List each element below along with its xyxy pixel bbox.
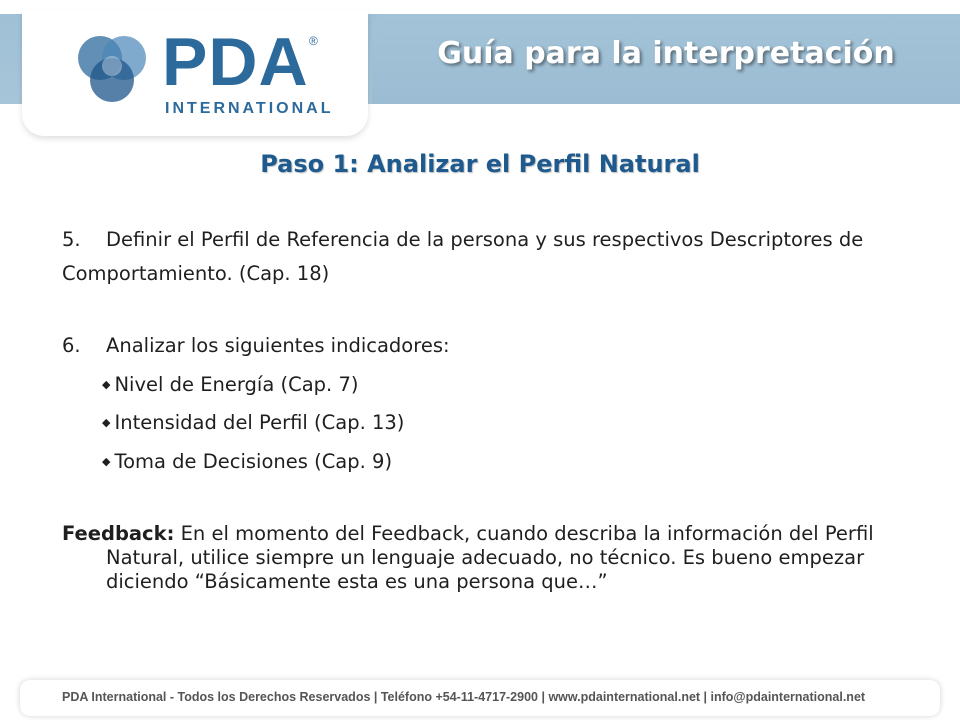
feedback-paragraph — [62, 522, 936, 594]
bullet-item — [102, 373, 358, 396]
logo-panel — [22, 10, 368, 136]
item-6-text: Analizar los siguientes indicadores: — [106, 334, 450, 357]
feedback-text: En el momento del Feedback, cuando describa la información del Perfil Natural, utilice siempre un lenguaje adecuado, no técnico. Es bueno empezar diciendo “Básicamente esta es una persona que…” — [106, 522, 874, 593]
bullet-item — [102, 450, 392, 473]
bullet-text: Toma de Decisiones (Cap. 9) — [114, 450, 393, 473]
section-subtitle: Paso 1: Analizar el Perfil Natural — [260, 150, 700, 178]
item-5 — [62, 223, 882, 291]
logo-registered-mark: ® — [309, 34, 318, 48]
item-5-number: 5. — [62, 228, 81, 251]
feedback-label: Feedback: — [62, 522, 175, 545]
slide-title: Guía para la interpretación — [437, 36, 895, 71]
footer-text: PDA International - Todos los Derechos Reservados | Teléfono +54-11-4717-2900 | www.pdainternational.net | info@pdainternational.net — [62, 690, 866, 704]
pda-logo-circles-icon — [62, 20, 162, 120]
diamond-bullet-icon: ◆ — [102, 378, 111, 391]
diamond-bullet-icon: ◆ — [102, 416, 111, 429]
bullet-text: Intensidad del Perfil (Cap. 13) — [114, 411, 405, 434]
item-6 — [62, 332, 882, 360]
bullet-text: Nivel de Energía (Cap. 7) — [114, 373, 359, 396]
item-6-number: 6. — [62, 334, 81, 357]
item-5-text: Definir el Perfil de Referencia de la persona y sus respectivos Descriptores de Comportamiento. (Cap. 18) — [62, 228, 864, 285]
bullet-item — [102, 411, 404, 434]
logo-wordmark: PDA — [162, 24, 309, 100]
diamond-bullet-icon: ◆ — [102, 455, 111, 468]
logo-subtitle: INTERNATIONAL — [165, 100, 334, 117]
